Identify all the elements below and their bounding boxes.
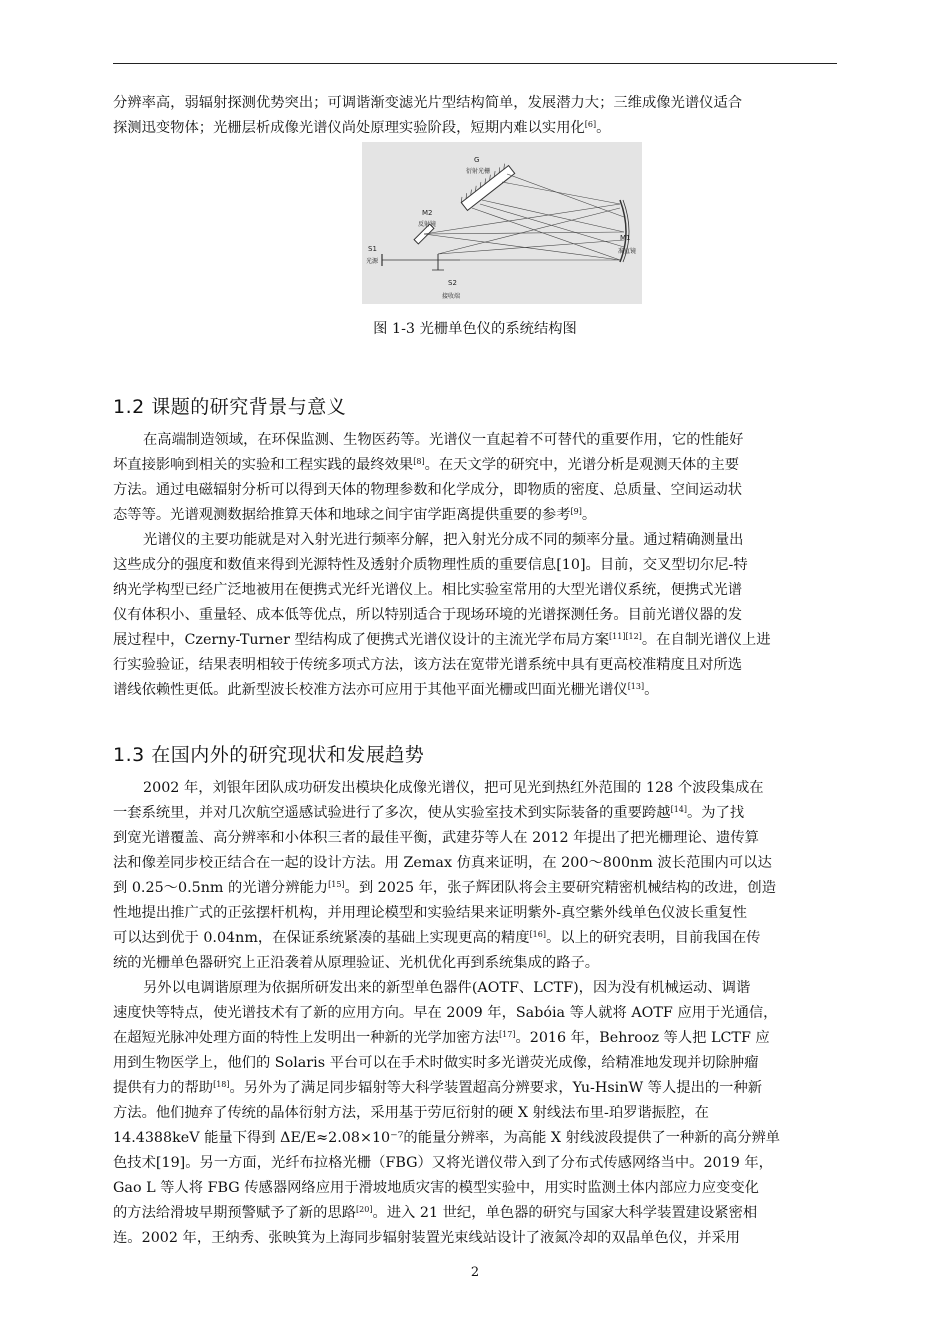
label-s1-cn: 光源 — [366, 258, 379, 265]
page-number: 2 — [470, 1265, 480, 1280]
section-1-2-paragraph-1: 在高端制造领域，在环保监测、生物医药等。光谱仪一直起着不可替代的重要作用，它的性能好 坏直接影响到相关的实验和工程实践的最终效果[8]。在天文学的研究中，光谱分析是观测天体的主要 方法。通过电磁辐射分析可以得到天体的物理参数和化学成分，即物质的密度、总质量、空间运动状 态等等。光谱观测数据给推算天体和地球之间宇宙学距离提供重要的参考[9]。 — [113, 432, 744, 523]
figure-caption: 图 1-3 光栅单色仪的系统结构图 — [373, 321, 577, 337]
monochromator-figure — [362, 142, 642, 304]
label-s1: S1 — [368, 245, 377, 253]
monochromator-diagram — [362, 142, 642, 304]
intro-paragraph: 分辨率高，弱辐射探测优势突出；可调谐渐变滤光片型结构简单，发展潜力大；三维成像光谱仪适合 探测迅变物体；光栅层析成像光谱仪尚处原理实验阶段，短期内难以实用化[6]。 — [113, 95, 743, 136]
label-s2-cn: 接收端 — [442, 293, 461, 300]
section-1-2-title: 1.2 课题的研究背景与意义 — [113, 396, 347, 418]
label-m1-cn: 准直镜 — [618, 248, 637, 255]
section-1-3-paragraph-2: 另外以电调谐原理为依据所研发出来的新型单色器件(AOTF、LCTF)，因为没有机械运动、调谐 速度快等特点，使光谱技术有了新的应用方向。早在 2009 年，Sabóia 等人就将 AOTF 应用于光通信， 在超短光脉冲处理方面的特性上发明出一种新的光学加密方法[17]。2016 年，Behrooz 等人把 LCTF 应 用到生物医学上，他们的 Solaris 平台可以在手术时做实时多光谱荧光成像，给精准地发现并切除肿瘤 提供有力的帮助[18]。另外为了满足同步辐射等大科学装置超高分辨要求，Yu-HsinW 等人提出的一种新 方法。他们抛弃了传统的晶体衍射方法，采用基于劳厄衍射的硬 X 射线法布里-珀罗谐振腔，在 14.4388keV 能量下得到 ΔE/E≈2.08×10⁻⁷的能量分辨率，为高能 X 射线波段提供了一种新的高分辨单 色技术[19]。另一方面，光纤布拉格光栅（FBG）又将光谱仪带入到了分布式传感网络当中。2019 年， Gao L 等人将 FBG 传感器网络应用于滑坡地质灾害的模型实验中，用实时监测土体内部应力应变变化 的方法给滑坡早期预警赋予了新的思路[20]。进入 21 世纪，单色器的研究与国家大科学装置建设紧密相 连。2002 年，王纳秀、张映箕为上海同步辐射装置光束线站设计了液氮冷却的双晶单色仪，并采用 — [113, 980, 781, 1246]
section-1-3-paragraph-1: 2002 年，刘银年团队成功研发出模块化成像光谱仪，把可见光到热红外范围的 128 个波段集成在 一套系统里，并对几次航空遥感试验进行了多次，使从实验室技术到实际装备的重要跨越[14]。为了找 到宽光谱覆盖、高分辨率和小体积三者的最佳平衡，武建芬等人在 2012 年提出了把光栅理论、遗传算 法和像差同步校正结合在一起的设计方法。用 Zemax 仿真来证明，在 200～800nm 波长范围内可以达 到 0.25～0.5nm 的光谱分辨能力[15]。到 2025 年，张子辉团队将会主要研究精密机械结构的改进，创造 性地提出推广式的正弦摆杆机构，并用理论模型和实验结果来证明紫外-真空紫外线单色仪波长重复性 可以达到优于 0.04nm，在保证系统紧凑的基础上实现更高的精度[16]。以上的研究表明，目前我国在传 统的光栅单色器研究上正沿袭着从原理验证、光机优化再到系统集成的路子。 — [113, 780, 777, 971]
section-1-3-title: 1.3 在国内外的研究现状和发展趋势 — [113, 744, 425, 766]
label-m2: M2 — [422, 209, 433, 217]
label-m1: M1 — [620, 234, 631, 242]
label-s2: S2 — [448, 279, 457, 287]
header-rule — [113, 63, 837, 64]
section-1-2-paragraph-2: 光谱仪的主要功能就是对入射光进行频率分解，把入射光分成不同的频率分量。通过精确测量出 这些成分的强度和数值来得到光源特性及透射介质物理性质的重要信息[10]。目前，交叉型切尔尼-特 纳光学构型已经广泛地被用在便携式光纤光谱仪上。相比实验室常用的大型光谱仪系统，便携式光谱 仪有体积小、重量轻、成本低等优点，所以特别适合于现场环境的光谱探测任务。目前光谱仪器的发 展过程中，Czerny-Turner 型结构成了便携式光谱仪设计的主流光学布局方案[11][12]。在自制光谱仪上进 行实验验证，结果表明相较于传统多项式方法，该方法在宽带光谱系统中具有更高校准精度且对所选 谱线依赖性更低。此新型波长校准方法亦可应用于其他平面光栅或凹面光栅光谱仪[13]。 — [113, 532, 771, 698]
label-g-cn: 衍射光栅 — [466, 168, 491, 175]
label-g: G — [474, 156, 480, 164]
label-m2-cn: 反射镜 — [418, 221, 437, 228]
